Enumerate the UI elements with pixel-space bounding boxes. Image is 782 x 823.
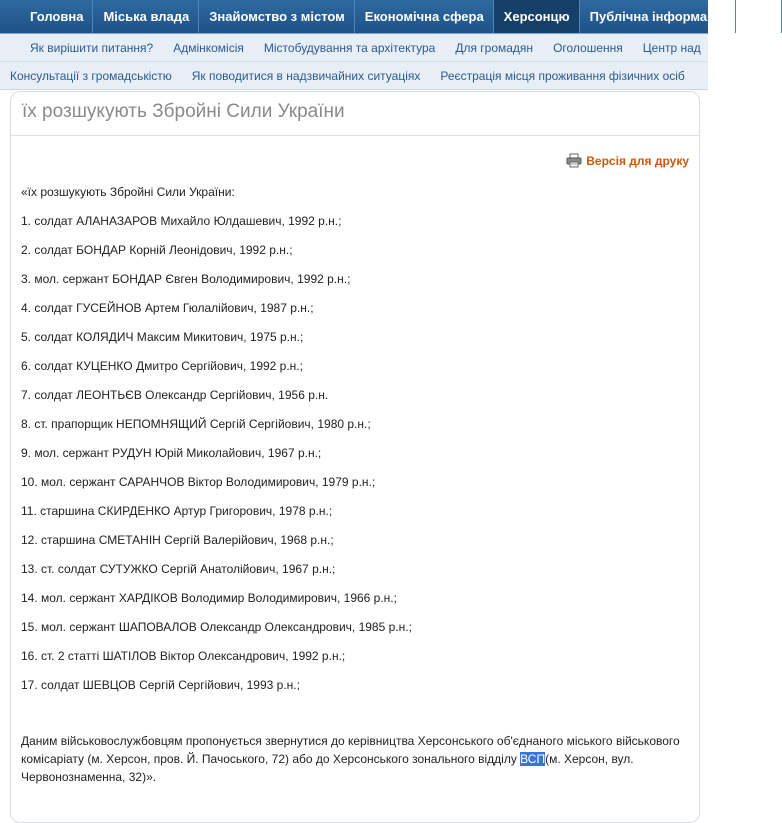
nav-home[interactable]: Головна xyxy=(0,0,93,33)
list-item: 13. ст. солдат СУТУЖКО Сергій Анатолійович, 1967 р.н.; xyxy=(21,562,336,576)
list-item: 1. солдат АЛАНАЗАРОВ Михайло Юлдашевич, 1992 р.н.; xyxy=(21,214,342,228)
contact-paragraph xyxy=(21,732,691,786)
list-item: 9. мол. сержант РУДУН Юрій Миколайович, 1967 р.н.; xyxy=(21,446,322,460)
sub-navigation xyxy=(0,34,708,90)
top-navigation xyxy=(0,0,772,34)
sub-nav-row-1 xyxy=(0,34,708,62)
list-item: 12. старшина СМЕТАНІН Сергій Валерійович, 1968 р.н.; xyxy=(21,533,334,547)
sub-nav-residence-registration[interactable]: Реєстрація місця проживання фізичних осіб xyxy=(440,68,685,83)
sub-nav-row-2 xyxy=(0,62,708,89)
nav-more[interactable]: Нор xyxy=(736,0,781,33)
list-item: 10. мол. сержант САРАНЧОВ Віктор Володимирович, 1979 р.н.; xyxy=(21,475,376,489)
list-item: 5. солдат КОЛЯДИЧ Максим Микитович, 1975 р.н.; xyxy=(21,330,304,344)
list-item: 4. солдат ГУСЕЙНОВ Артем Гюлалійович, 1987 р.н.; xyxy=(21,301,314,315)
print-version-link[interactable] xyxy=(566,154,689,168)
sub-nav-emergency-behaviour[interactable]: Як поводитися в надзвичайних ситуаціях xyxy=(191,68,421,83)
printer-icon xyxy=(566,154,582,168)
nav-about-city[interactable]: Знайомство з містом xyxy=(199,0,355,33)
list-item: 2. солдат БОНДАР Корній Леонідович, 1992 р.н.; xyxy=(21,243,293,257)
sub-nav-admin-commission[interactable]: Адмінкомісія xyxy=(173,40,244,55)
highlighted-abbreviation: ВСП xyxy=(520,752,546,766)
print-version-label: Версія для друку xyxy=(586,154,689,168)
list-item: 6. солдат КУЦЕНКО Дмитро Сергійович, 1992 р.н.; xyxy=(21,359,303,373)
contact-address: (м. Херсон, вул. Червонознаменна, 32)». xyxy=(21,752,634,784)
content-panel xyxy=(10,91,700,823)
sub-nav-urban-planning[interactable]: Містобудування та архітектура xyxy=(263,40,436,55)
list-item: 17. солдат ШЕВЦОВ Сергій Сергійович, 1993 р.н.; xyxy=(21,678,300,692)
nav-for-residents[interactable]: Херсонцю xyxy=(494,0,580,33)
sub-nav-announcements[interactable]: Оголошення xyxy=(553,40,623,55)
nav-public-info[interactable]: Публічна інформація xyxy=(580,0,737,33)
list-item: 11. старшина СКИРДЕНКО Артур Григорович, 1978 р.н.; xyxy=(21,504,333,518)
list-item: 8. ст. прапорщик НЕПОМНЯЩИЙ Сергій Сергійович, 1980 р.н.; xyxy=(21,417,371,431)
list-item: 15. мол. сержант ШАПОВАЛОВ Олександр Олександрович, 1985 р.н.; xyxy=(21,620,412,634)
sub-nav-public-consultations[interactable]: Консультації з громадськістю xyxy=(10,68,172,83)
nav-economy[interactable]: Економічна сфера xyxy=(355,0,494,33)
title-divider xyxy=(11,135,699,136)
page-title: їх розшукують Збройні Сили України xyxy=(22,101,345,122)
list-item: 16. ст. 2 статті ШАТІЛОВ Віктор Олександрович, 1992 р.н.; xyxy=(21,649,346,663)
sub-nav-how-to-solve[interactable]: Як вирішити питання? xyxy=(30,40,154,55)
sub-nav-center[interactable]: Центр над xyxy=(642,40,701,55)
sub-nav-for-citizens[interactable]: Для громадян xyxy=(455,40,534,55)
list-item: 14. мол. сержант ХАРДІКОВ Володимир Володимирович, 1966 р.н.; xyxy=(21,591,397,605)
contact-text: Даним військовослужбовцям пропонується звернутися до керівництва Херсонського об'єднаного міського військового комісаріату (м. Херсон, пров. Й. Пачоського, 72) або до Херсонського зонального відділу xyxy=(21,734,680,766)
nav-city-government[interactable]: Міська влада xyxy=(93,0,199,33)
list-item: 7. солдат ЛЕОНТЬЄВ Олександр Сергійович, 1956 р.н. xyxy=(21,388,329,402)
intro-text: «їх розшукують Збройні Сили України: xyxy=(21,185,235,199)
article-body xyxy=(21,185,691,801)
list-item: 3. мол. сержант БОНДАР Євген Володимирович, 1992 р.н.; xyxy=(21,272,351,286)
wanted-list xyxy=(21,214,691,692)
